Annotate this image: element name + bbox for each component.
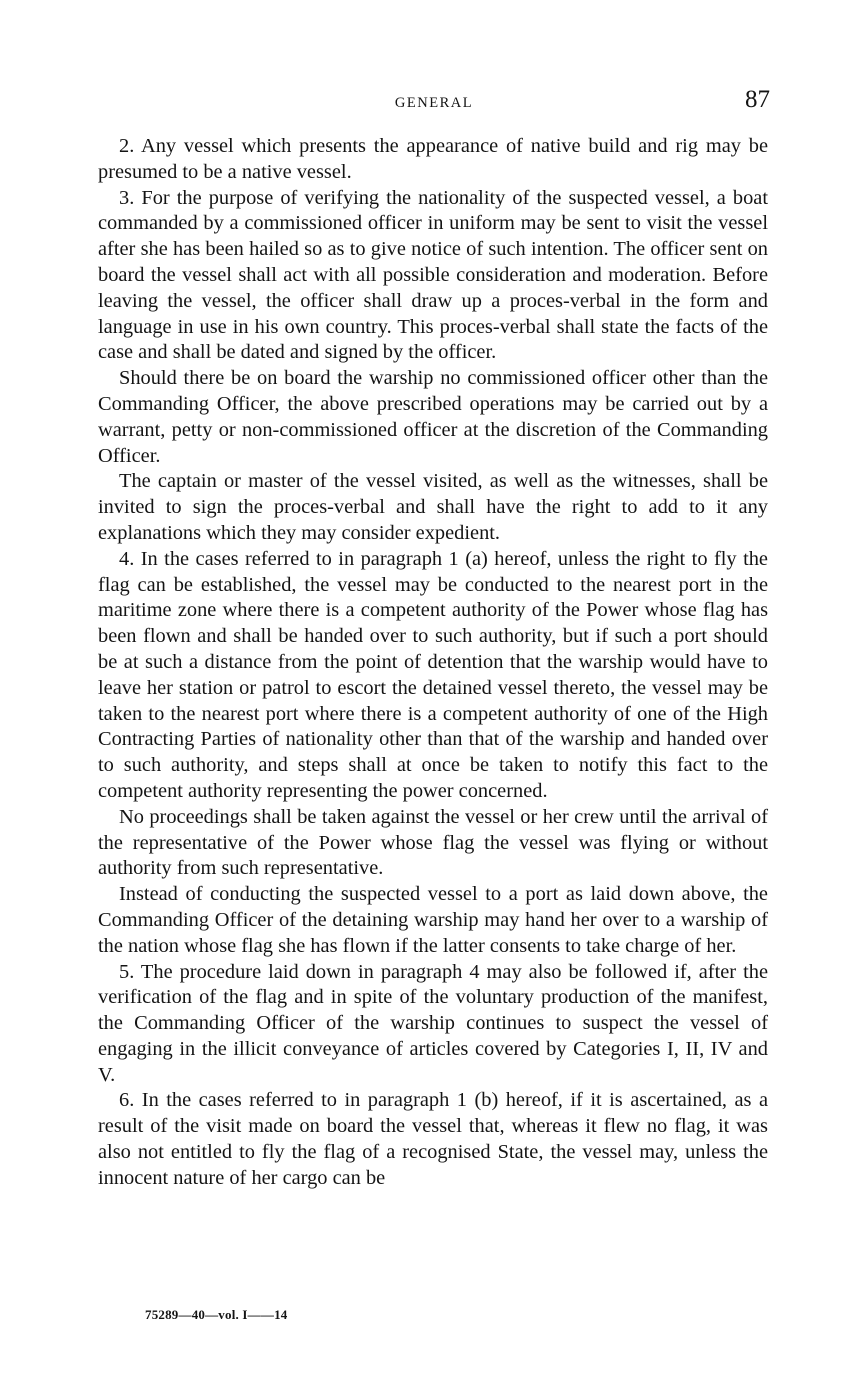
paragraph-3: 3. For the purpose of verifying the nationality of the suspected vessel, a boat commanded by a commissioned officer in uniform may be sent to visit the vessel after she has been hailed so as to give notice of such intention. The officer sent on board the vessel shall act with all possible consideration and moderation. Before leaving the vessel, the officer shall draw up a proces-verbal in the form and language in use in his own country. This proces-verbal shall state the facts of the case and shall be dated and signed by the officer. <box>98 186 768 364</box>
page-number: 87 <box>745 86 770 113</box>
body-text <box>98 134 768 1192</box>
paragraph-4-hand-over: Instead of conducting the suspected vessel to a port as laid down above, the Commanding Officer of the detaining warship may hand her over to a warship of the nation whose flag she has flown if the latter consents to take charge of her. <box>98 883 768 957</box>
printer-signature: 75289—40—vol. I——14 <box>145 1307 288 1322</box>
paragraph-4: 4. In the cases referred to in paragraph 1 (a) hereof, unless the right to fly the flag can be established, the vessel may be conducted to the nearest port in the maritime zone where there is a competent authority of the Power whose flag has been flown and shall be handed over to such authority, but if such a port should be at such a distance from the point of detention that the warship would have to leave her station or patrol to escort the detained vessel thereto, the vessel may be taken to the nearest port where there is a competent authority of one of the High Contracting Parties of nationality other than that of the warship and handed over to such authority, and steps shall at once be taken to notify this fact to the competent authority representing the power concerned. <box>98 547 768 802</box>
paragraph-2: 2. Any vessel which presents the appearance of native build and rig may be presumed to be a native vessel. <box>98 135 768 183</box>
running-header <box>98 84 770 124</box>
paragraph-6: 6. In the cases referred to in paragraph 1 (b) hereof, if it is ascertained, as a result of the visit made on board the vessel that, whereas it flew no flag, it was also not entitled to fly the flag of a recognised State, the vessel may, unless the innocent nature of her cargo can be <box>98 1089 768 1189</box>
paragraph-3-signing: The captain or master of the vessel visited, as well as the witnesses, shall be invited to sign the proces-verbal and shall have the right to add to it any explanations which they may consider expedient. <box>98 470 768 544</box>
paragraph-5: 5. The procedure laid down in paragraph 4 may also be followed if, after the verification of the flag and in spite of the voluntary production of the manifest, the Commanding Officer of the warship continues to suspect the vessel of engaging in the illicit conveyance of articles covered by Categories I, II, IV and V. <box>98 960 768 1086</box>
paragraph-4-proceedings: No proceedings shall be taken against the vessel or her crew until the arrival of the representative of the Power whose flag the vessel was flying or without authority from such representative. <box>98 805 768 880</box>
running-title: GENERAL <box>394 95 474 111</box>
paragraph-3-no-officer: Should there be on board the warship no commissioned officer other than the Commanding Officer, the above prescribed operations may be carried out by a warrant, petty or non-commissioned officer at the discretion of the Commanding Officer. <box>98 367 768 467</box>
